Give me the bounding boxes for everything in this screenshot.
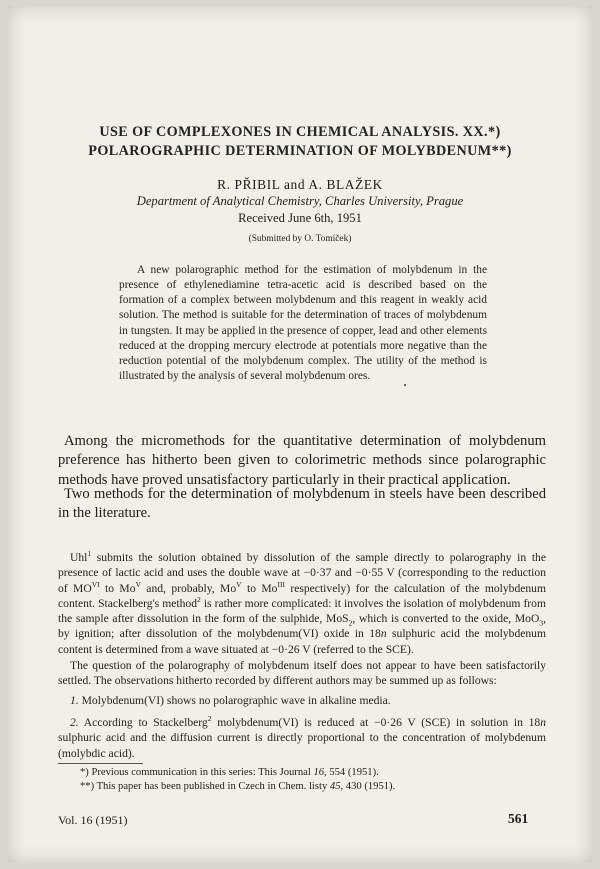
text-run: Molybdenum(VI) shows no polarographic wave in alkaline media.: [78, 694, 391, 707]
lead-paragraph-2: Two methods for the determination of molybdenum in steels have been described in the literature.: [58, 486, 546, 522]
text-run: respectively) for the calculation of the molybdenum content. Stackelberg's method: [58, 581, 547, 610]
paragraph-uhl: [58, 550, 546, 657]
oxidation-state: III: [277, 579, 285, 589]
abstract: A new polarographic method for the estimation of molybdenum in the presence of ethylenediamine tetra-acetic acid is described based on the formation of a complex between molybdenum and this reagent in weakly acid solution. The method is suitable for the determination of traces of molybdenum in tungsten. It may be applied in the presence of copper, lead and other elements reduced at the dropping mercury electrode at potentials more negative than the reduction potential of the molybdenum complex. The utility of the method is illustrated by the analysis of several molybdenum ores.: [119, 264, 487, 383]
text-run: and, probably, Mo: [140, 581, 237, 595]
reference-mark: 2: [207, 714, 212, 724]
reference-mark: 2: [197, 595, 201, 605]
department: Department of Analytical Chemistry, Charles University, Prague: [136, 194, 464, 208]
text-run: molybdenum(VI) is reduced at −0·26 V (SCE) in solution in 18: [211, 716, 541, 729]
article-title-line-1: USE OF COMPLEXONES IN CHEMICAL ANALYSIS. XX.*): [99, 124, 501, 140]
lead-paragraph-1: Among the micromethods for the quantitative determination of molybdenum preference has hitherto been given to colorimetric methods since polarographic methods have proved unsatisfactory particularly in their practical application.: [58, 433, 546, 488]
text-run: , which is converted to the oxide, MoO: [352, 612, 540, 626]
text-run: 430 (1951).: [343, 781, 396, 792]
subscript: 2: [348, 618, 353, 628]
list-item-2: [58, 715, 546, 761]
oxidation-state: V: [236, 579, 242, 589]
print-speck: [404, 384, 406, 386]
footnote-2: [80, 781, 540, 792]
text-run: According to Stackelberg: [78, 716, 208, 729]
text-run: submits the solution obtained by dissolution of the sample directly to polarography in the presence of lactic acid and uses the double wave at −0·37 and −0·55 V (corresponding to the reduction of MO: [58, 551, 546, 595]
text-run: **) This paper has been published in Czech in Chem. listy: [80, 781, 330, 792]
text-run: to Mo: [99, 581, 136, 595]
list-item-1: [58, 693, 546, 708]
list-number: 2.: [70, 716, 79, 729]
text-run: is rather more complicated: it involves the isolation of molybdenum from the sample after dissolution in the form of the sulphide, MoS: [58, 596, 546, 626]
submitted-by: (Submitted by O. Tomíček): [248, 234, 352, 244]
text-run: , by ignition; after dissolution of the molybdenum(VI) oxide in 18: [58, 612, 546, 641]
reference-mark: 1: [87, 549, 92, 559]
volume-number: 16,: [313, 767, 327, 778]
subscript: 3: [539, 618, 544, 628]
paragraph-question: The question of the polarography of molybdenum itself does not appear to have been satisfactorily settled. The observations hitherto recorded by different authors may be summed up as follows:: [58, 659, 546, 688]
text-run: Uhl: [70, 551, 88, 564]
footnote-1: [80, 767, 540, 778]
volume-number: 45,: [329, 781, 344, 792]
normality-symbol: n: [540, 716, 546, 729]
text-run: *) Previous communication in this series: This Journal: [80, 767, 314, 778]
oxidation-state: V: [135, 579, 141, 589]
oxidation-state: VI: [91, 579, 100, 589]
normality-symbol: n: [380, 627, 387, 641]
text-run: 554 (1951).: [326, 767, 379, 778]
text-run: sulphuric acid and the diffusion current is directly proportional to the concentration of molybdenum (molybdic acid).: [58, 731, 546, 760]
article-title-line-2: POLAROGRAPHIC DETERMINATION OF MOLYBDENUM**): [88, 143, 512, 159]
footnote-rule: [58, 763, 143, 764]
authors: R. PŘIBIL and A. BLAŽEK: [217, 177, 383, 192]
footer-volume: Vol. 16 (1951): [58, 813, 128, 827]
list-number: 1.: [70, 694, 79, 707]
page-number: 561: [508, 811, 529, 826]
text-run: to Mo: [241, 581, 278, 595]
received-date: Received June 6th, 1951: [238, 211, 362, 225]
text-run: sulphuric acid the molybdenum content is determined from a wave situated at −0·26 V (referred to the SCE).: [58, 627, 546, 656]
